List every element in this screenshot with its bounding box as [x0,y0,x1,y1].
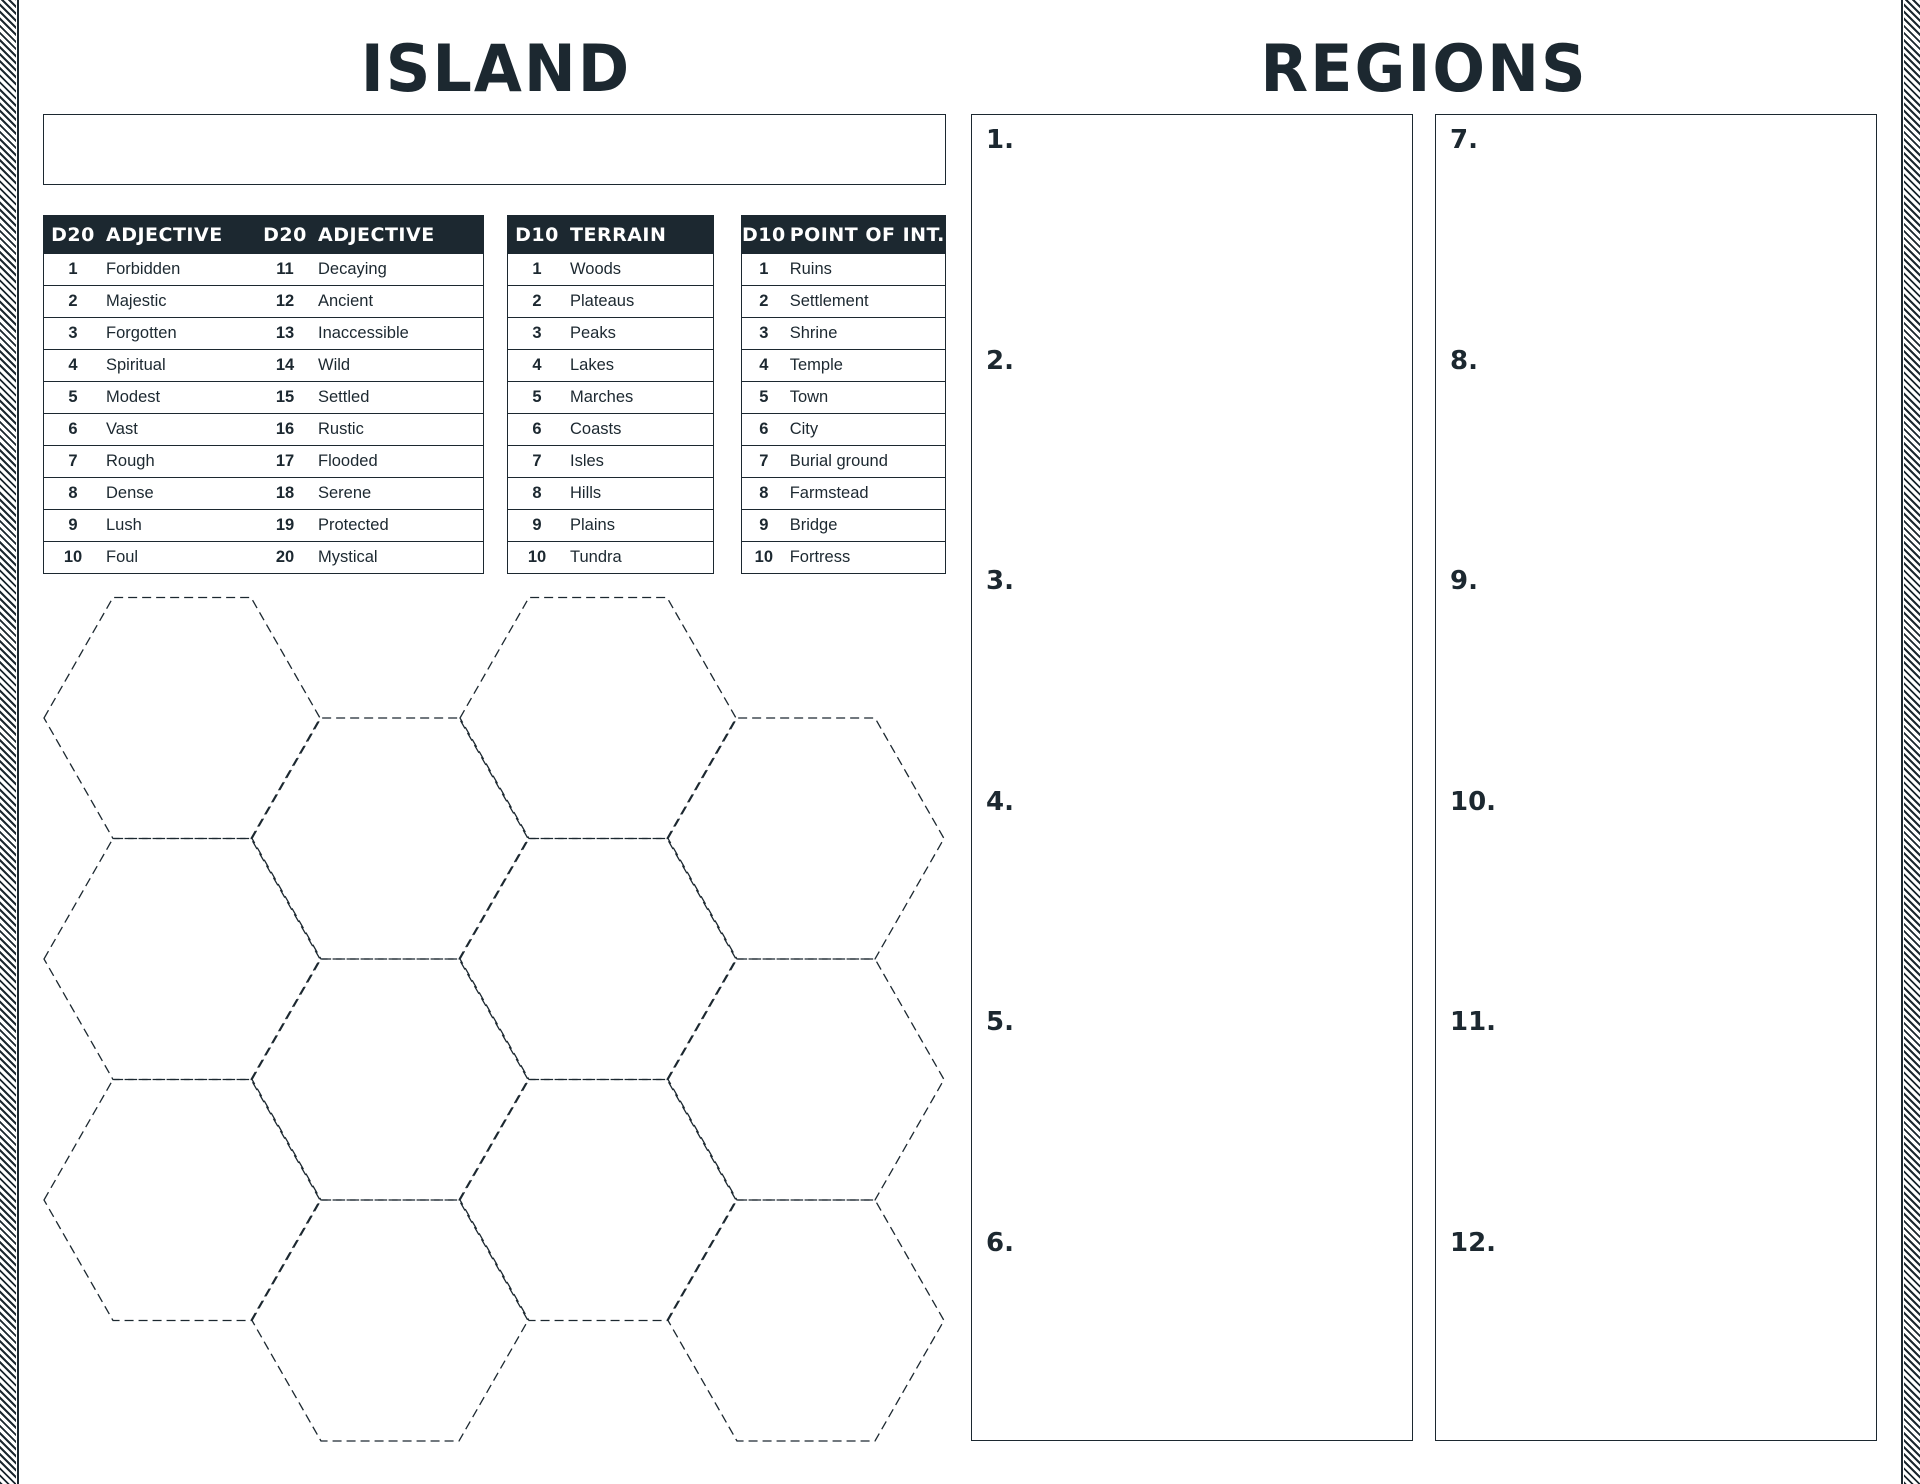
roll-result: Decaying [314,254,484,286]
hex-cell[interactable] [460,1080,736,1321]
regions-column-left[interactable] [971,114,1413,1441]
header-d10-terrain: D10 [508,216,567,254]
roll-result: Plateaus [566,286,714,318]
header-adjective-a: ADJECTIVE [102,216,256,254]
roll-number: 1 [508,254,567,286]
regions-title: REGIONS [1260,30,1588,107]
roll-number: 19 [256,510,314,542]
region-number: 9. [1450,566,1478,596]
roll-number: 1 [742,254,786,286]
roll-number: 3 [742,318,786,350]
roll-number: 12 [256,286,314,318]
hex-cell[interactable] [668,959,944,1200]
roll-number: 15 [256,382,314,414]
roll-number: 11 [256,254,314,286]
roll-result: Foul [102,542,256,574]
hex-cell[interactable] [44,839,320,1080]
roll-number: 6 [44,414,103,446]
roll-result: Vast [102,414,256,446]
roll-number: 4 [742,350,786,382]
roll-number: 8 [742,478,786,510]
roll-number: 7 [44,446,103,478]
roll-number: 16 [256,414,314,446]
roll-number: 13 [256,318,314,350]
header-point-of-interest: POINT OF INT. [786,216,946,254]
roll-result: Shrine [786,318,946,350]
regions-column-right[interactable] [1435,114,1877,1441]
roll-number: 3 [44,318,103,350]
roll-number: 10 [508,542,567,574]
roll-number: 8 [508,478,567,510]
roll-result: Forgotten [102,318,256,350]
roll-result: City [786,414,946,446]
region-number: 8. [1450,345,1478,376]
roll-result: Flooded [314,446,484,478]
island-title: ISLAND [360,30,632,107]
region-number: 6. [986,1227,1014,1258]
roll-number: 2 [44,286,103,318]
header-d20-a: D20 [44,216,103,254]
header-terrain: TERRAIN [566,216,714,254]
roll-result: Town [786,382,946,414]
roll-number: 17 [256,446,314,478]
roll-number: 6 [742,414,786,446]
region-number: 5. [986,1007,1014,1037]
roll-result: Lakes [566,350,714,382]
roll-result: Peaks [566,318,714,350]
hex-cell[interactable] [44,598,320,839]
roll-result: Rough [102,446,256,478]
region-number: 10. [1450,786,1497,817]
roll-result: Ancient [314,286,484,318]
region-number: 12. [1450,1227,1497,1258]
roll-number: 3 [508,318,567,350]
roll-result: Settled [314,382,484,414]
roll-number: 7 [508,446,567,478]
roll-result: Ruins [786,254,946,286]
roll-number: 8 [44,478,103,510]
roll-number: 10 [44,542,103,574]
roll-result: Plains [566,510,714,542]
decorative-border-right [1904,0,1920,1484]
roll-number: 1 [44,254,103,286]
roll-number: 20 [256,542,314,574]
roll-result: Mystical [314,542,484,574]
hex-cell[interactable] [252,1200,528,1441]
roll-result: Rustic [314,414,484,446]
roll-result: Dense [102,478,256,510]
roll-number: 5 [44,382,103,414]
roll-result: Temple [786,350,946,382]
region-number: 3. [986,566,1014,596]
roll-result: Settlement [786,286,946,318]
roll-number: 2 [742,286,786,318]
roll-result: Forbidden [102,254,256,286]
hex-cell[interactable] [252,959,528,1200]
roll-number: 4 [508,350,567,382]
roll-result: Woods [566,254,714,286]
roll-result: Burial ground [786,446,946,478]
roll-number: 7 [742,446,786,478]
roll-result: Marches [566,382,714,414]
region-number: 11. [1450,1007,1497,1037]
roll-number: 2 [508,286,567,318]
region-number: 7. [1450,125,1478,155]
roll-number: 9 [508,510,567,542]
roll-result: Inaccessible [314,318,484,350]
region-number: 4. [986,786,1014,817]
hex-cell[interactable] [668,718,944,959]
hex-cell[interactable] [44,1080,320,1321]
roll-result: Serene [314,478,484,510]
roll-number: 14 [256,350,314,382]
roll-result: Bridge [786,510,946,542]
roll-result: Protected [314,510,484,542]
roll-result: Isles [566,446,714,478]
roll-number: 5 [742,382,786,414]
hex-cell[interactable] [252,718,528,959]
region-number: 2. [986,345,1014,376]
roll-result: Majestic [102,286,256,318]
roll-result: Wild [314,350,484,382]
region-number: 1. [986,125,1014,155]
roll-number: 4 [44,350,103,382]
hex-cell[interactable] [460,598,736,839]
roll-result: Hills [566,478,714,510]
header-adjective-b: ADJECTIVE [314,216,484,254]
roll-number: 6 [508,414,567,446]
roll-result: Fortress [786,542,946,574]
hex-cell[interactable] [460,839,736,1080]
roll-number: 18 [256,478,314,510]
roll-result: Lush [102,510,256,542]
roll-number: 10 [742,542,786,574]
roll-result: Farmstead [786,478,946,510]
roll-result: Coasts [566,414,714,446]
header-d20-b: D20 [256,216,314,254]
header-d10-poi: D10 [742,216,786,254]
hex-cell[interactable] [668,1200,944,1441]
roll-result: Spiritual [102,350,256,382]
roll-number: 9 [44,510,103,542]
roll-number: 5 [508,382,567,414]
roll-result: Tundra [566,542,714,574]
roll-number: 9 [742,510,786,542]
roll-result: Modest [102,382,256,414]
